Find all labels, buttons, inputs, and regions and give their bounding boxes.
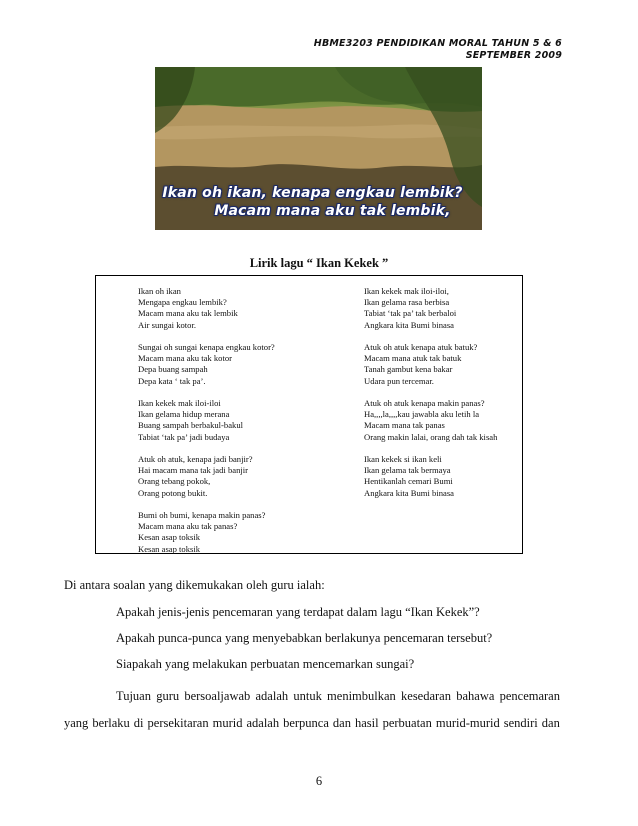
paragraph-word: perbuatan [382, 716, 432, 730]
paragraph-word: Tujuan [116, 689, 151, 703]
lyric-line: Macam mana aku tak lembik [138, 308, 238, 319]
lyric-line: Ikan gelama hidup merana [138, 409, 230, 420]
video-caption-line-1: Ikan oh ikan, kenapa engkau lembik? [162, 185, 463, 201]
lyric-line: Ikan oh ikan [138, 286, 181, 296]
paragraph-word: dan [541, 716, 560, 730]
paragraph-word: dan [332, 716, 351, 730]
lyrics-stanza [138, 286, 275, 331]
paragraph-line-1 [116, 689, 560, 704]
lyrics-box [95, 275, 523, 554]
lyric-line: Hentikanlah cemari Bumi [364, 476, 453, 487]
paragraph-word: bersoaljawab [184, 689, 251, 703]
paragraph-word: menimbulkan [327, 689, 396, 703]
paragraph-word: persekitaran [147, 716, 209, 730]
paragraph-word: murid [212, 716, 243, 730]
lyric-line: Tabiat ‘tak pa’ jadi budaya [138, 431, 230, 442]
lyric-line: Depa kata ‘ tak pa’. [138, 375, 206, 386]
lyric-line: Ikan kekek si ikan keli [364, 454, 442, 464]
lyrics-stanza [138, 342, 275, 387]
lyric-line: Ikan gelama rasa berbisa [364, 297, 450, 308]
lyrics-stanza [138, 398, 275, 443]
lyric-line: Udara pun tercemar. [364, 375, 434, 386]
lyric-line: Sungai oh sungai kenapa engkau kotor? [138, 342, 275, 352]
lyric-line: Macam mana tak panas [364, 420, 445, 431]
lyrics-left-column [138, 286, 275, 566]
lyric-line: Mengapa engkau lembik? [138, 297, 227, 308]
lyric-line: Air sungai kotor. [138, 319, 197, 330]
lyric-line: Kesan asap toksik [138, 532, 201, 543]
lyrics-stanza [364, 398, 497, 443]
question-item: Apakah jenis-jenis pencemaran yang terdapat dalam lagu “Ikan Kekek”? [116, 605, 480, 619]
lyrics-stanza [138, 454, 275, 499]
lyric-line: Orang tebang pokok, [138, 476, 211, 487]
lyric-line: Atuk oh atuk kenapa atuk batuk? [364, 342, 478, 352]
lyric-line: Tabiat ‘tak pa’ tak berbaloi [364, 308, 457, 319]
lyric-line: Macam mana aku tak panas? [138, 521, 238, 532]
lyric-line: Kesan asap toksik [138, 543, 201, 554]
paragraph-word: kesedaran [401, 689, 451, 703]
question-item: Apakah punca-punca yang menyebabkan berlakunya pencemaran tersebut? [116, 631, 493, 645]
lyric-line: Angkara kita Bumi binasa [364, 319, 454, 330]
lyric-line: Ha,,,,la,,,,kau jawabla aku letih la [364, 409, 480, 420]
header-date-line: SEPTEMBER 2009 [465, 50, 562, 61]
lyric-line: Ikan kekek mak iloi-iloi, [364, 286, 449, 296]
paragraph-word: adalah [255, 689, 289, 703]
paragraph-word: adalah [246, 716, 280, 730]
lyric-line: Tanah gambut kena bakar [364, 364, 453, 375]
lyric-line: Hai macam mana tak jadi banjir [138, 465, 249, 476]
lyric-line: Ikan gelama tak bermaya [364, 465, 451, 476]
lyrics-stanza [364, 342, 497, 387]
question-item: Siapakah yang melakukan perbuatan mencemarkan sungai? [116, 657, 415, 671]
paragraph-word: pencemaran [499, 689, 560, 703]
lyric-line: Depa buang sampah [138, 364, 208, 375]
lyric-line: Bumi oh bumi, kenapa makin panas? [138, 510, 266, 520]
header-course-line: HBME3203 PENDIDIKAN MORAL TAHUN 5 & 6 [313, 38, 562, 49]
paragraph-word: untuk [293, 689, 322, 703]
lyric-line: Macam mana atuk tak batuk [364, 353, 462, 364]
paragraph-line-2 [64, 716, 560, 731]
lyrics-stanza [364, 286, 497, 331]
paragraph-word: guru [156, 689, 180, 703]
lyric-line: Atuk oh atuk kenapa makin panas? [364, 398, 485, 408]
river-video-still [155, 67, 482, 230]
questions-intro: Di antara soalan yang dikemukakan oleh guru ialah: [64, 578, 325, 592]
lyrics-stanza [138, 510, 275, 555]
paragraph-word: murid-murid [435, 716, 500, 730]
paragraph-word: yang [64, 716, 89, 730]
lyric-line: Orang potong bukit. [138, 487, 208, 498]
document-header [314, 38, 562, 62]
lyrics-right-column [364, 286, 497, 510]
paragraph-word: hasil [354, 716, 379, 730]
paragraph-word: sendiri [503, 716, 538, 730]
lyrics-stanza [364, 454, 497, 499]
paragraph-word: bahawa [456, 689, 495, 703]
lyric-line: Macam mana aku tak kotor [138, 353, 233, 364]
page-number: 6 [315, 774, 323, 788]
paragraph-word: di [133, 716, 144, 730]
lyrics-title: Lirik lagu “ Ikan Kekek ” [249, 256, 389, 270]
lyric-line: Atuk oh atuk, kenapa jadi banjir? [138, 454, 253, 464]
lyric-line: Buang sampah berbakul-bakul [138, 420, 244, 431]
lyric-line: Angkara kita Bumi binasa [364, 487, 454, 498]
paragraph-word: berlaku [92, 716, 130, 730]
lyric-line: Orang makin lalai, orang dah tak kisah [364, 431, 498, 442]
lyric-line: Ikan kekek mak iloi-iloi [138, 398, 221, 408]
paragraph-word: berpunca [283, 716, 329, 730]
video-caption-line-2: Macam mana aku tak lembik, [214, 203, 451, 219]
